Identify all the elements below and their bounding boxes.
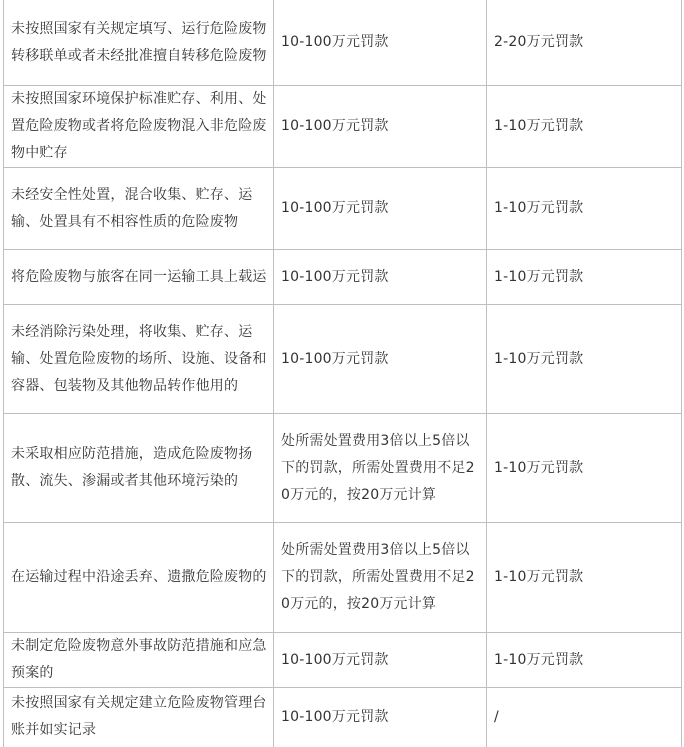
table-row <box>4 688 682 747</box>
person-fine-cell: 1-10万元罚款 <box>487 633 682 688</box>
person-fine-cell: / <box>487 688 682 747</box>
person-fine-cell: 1-10万元罚款 <box>487 168 682 250</box>
unit-fine-cell: 10-100万元罚款 <box>274 86 487 168</box>
violation-cell: 未经安全性处置，混合收集、贮存、运输、处置具有不相容性质的危险废物 <box>4 168 274 250</box>
unit-fine-cell: 10-100万元罚款 <box>274 250 487 305</box>
violation-cell: 未经消除污染处理，将收集、贮存、运输、处置危险废物的场所、设施、设备和容器、包装物及其他物品转作他用的 <box>4 305 274 414</box>
unit-fine-cell: 处所需处置费用3倍以上5倍以下的罚款，所需处置费用不足20万元的，按20万元计算 <box>274 414 487 523</box>
violation-cell: 未按照国家有关规定填写、运行危险废物转移联单或者未经批准擅自转移危险废物 <box>4 0 274 86</box>
unit-fine-cell: 处所需处置费用3倍以上5倍以下的罚款，所需处置费用不足20万元的，按20万元计算 <box>274 523 487 633</box>
table-row <box>4 250 682 305</box>
violation-cell: 未制定危险废物意外事故防范措施和应急预案的 <box>4 633 274 688</box>
unit-fine-cell: 10-100万元罚款 <box>274 0 487 86</box>
table-row <box>4 86 682 168</box>
table-row <box>4 168 682 250</box>
table-row <box>4 305 682 414</box>
table-row <box>4 523 682 633</box>
unit-fine-cell: 10-100万元罚款 <box>274 688 487 747</box>
table-row <box>4 0 682 86</box>
person-fine-cell: 1-10万元罚款 <box>487 305 682 414</box>
violation-cell: 未按照国家有关规定建立危险废物管理台账并如实记录 <box>4 688 274 747</box>
violation-cell: 在运输过程中沿途丢弃、遗撒危险废物的 <box>4 523 274 633</box>
unit-fine-cell: 10-100万元罚款 <box>274 305 487 414</box>
violation-cell: 未采取相应防范措施，造成危险废物扬散、流失、渗漏或者其他环境污染的 <box>4 414 274 523</box>
table-row <box>4 414 682 523</box>
person-fine-cell: 2-20万元罚款 <box>487 0 682 86</box>
unit-fine-cell: 10-100万元罚款 <box>274 633 487 688</box>
unit-fine-cell: 10-100万元罚款 <box>274 168 487 250</box>
person-fine-cell: 1-10万元罚款 <box>487 86 682 168</box>
penalty-table <box>3 0 682 747</box>
person-fine-cell: 1-10万元罚款 <box>487 523 682 633</box>
violation-cell: 未按照国家环境保护标准贮存、利用、处置危险废物或者将危险废物混入非危险废物中贮存 <box>4 86 274 168</box>
person-fine-cell: 1-10万元罚款 <box>487 250 682 305</box>
table-row <box>4 633 682 688</box>
violation-cell: 将危险废物与旅客在同一运输工具上载运 <box>4 250 274 305</box>
person-fine-cell: 1-10万元罚款 <box>487 414 682 523</box>
